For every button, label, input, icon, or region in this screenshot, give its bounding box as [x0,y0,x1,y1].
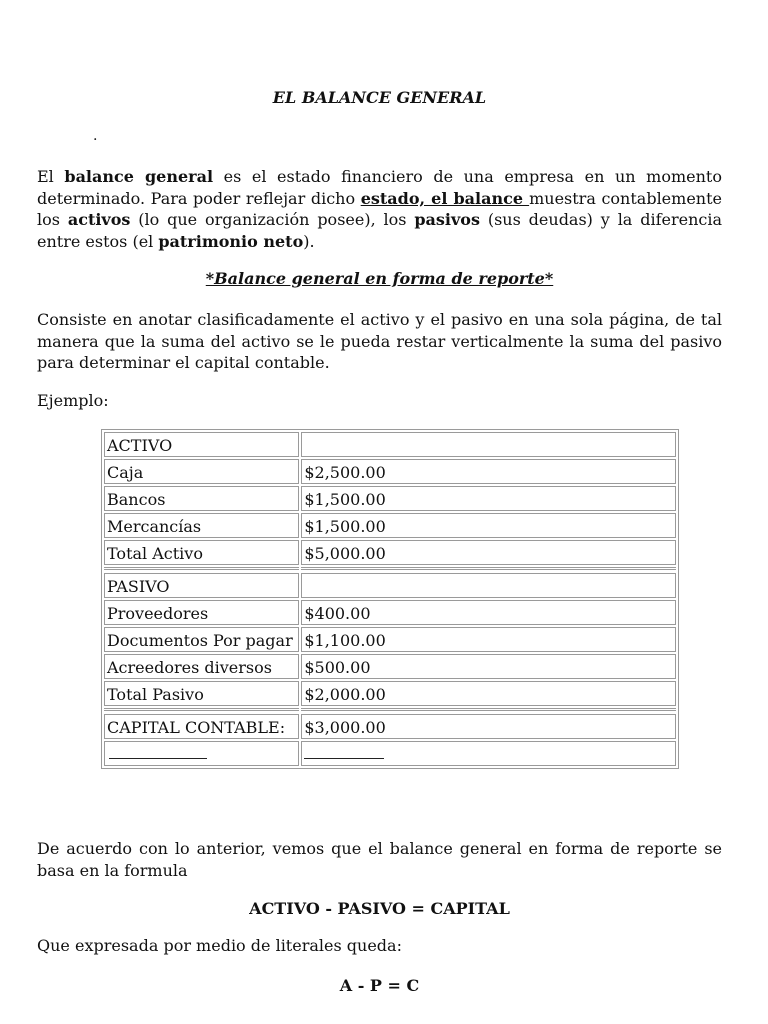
row-value: $1,500.00 [301,486,676,511]
row-value: $5,000.00 [301,540,676,565]
stray-mark: . [93,128,98,144]
table-row [103,680,677,707]
description-paragraph: Consiste en anotar clasificadamente el activo y el pasivo en una sola página, de tal manera que la suma del activo se le pueda restar verticalmente la suma del pasivo para determinar el capital contable. [37,310,722,372]
row-label: Bancos [104,486,299,511]
row-label: PASIVO [104,573,299,598]
row-label: ACTIVO [104,432,299,457]
intro-text-3: muestra contablemente los [37,188,722,229]
table-row [103,431,677,458]
table-row [103,626,677,653]
row-value: $1,100.00 [301,627,676,652]
row-value: $1,500.00 [301,513,676,538]
signature-line-right [301,741,676,766]
row-value: $2,000.00 [301,681,676,706]
intro-bold-balance-general: balance general [64,167,214,186]
row-value [301,573,676,598]
table-row [103,485,677,512]
table-row [103,713,677,740]
intro-text-1: El [37,167,65,186]
section-subtitle: *Balance general en forma de reporte* [205,269,554,288]
table-row [103,458,677,485]
intro-bold-patrimonio: patrimonio neto [158,231,304,251]
intro-paragraph [37,166,722,252]
signature-row [103,740,677,767]
row-value: $400.00 [301,600,676,625]
row-label: Acreedores diversos [104,654,299,679]
row-value: $2,500.00 [301,459,676,484]
formula-words: ACTIVO - PASIVO = CAPITAL [249,899,510,918]
row-label: Documentos Por pagar [104,627,299,652]
row-label: Total Activo [104,540,299,565]
capital-value: $3,000.00 [301,714,676,739]
intro-underlined-estado: estado, el balance [360,188,530,208]
capital-label: CAPITAL CONTABLE: [104,714,299,739]
table-row [103,512,677,539]
example-label: Ejemplo: [37,391,109,410]
row-label: Proveedores [104,600,299,625]
literal-intro: Que expresada por medio de literales queda: [37,936,402,955]
activo-section [103,431,677,566]
row-value: $500.00 [301,654,676,679]
intro-text-2: es el estado financiero de una empresa en un momento determinado. Para poder reflejar dicho [37,167,722,208]
formula-literals: A - P = C [339,976,420,995]
table-row [103,539,677,566]
intro-text-4: (lo que organización posee), los [130,210,415,229]
pasivo-section [103,572,677,707]
signature-line-left [104,741,299,766]
intro-bold-activos: activos [67,210,131,229]
table-row [103,653,677,680]
row-label: Caja [104,459,299,484]
balance-table [101,429,679,769]
intro-text-5: (sus deudas) y la diferencia entre estos (el [37,210,722,251]
table-row [103,572,677,599]
row-label: Total Pasivo [104,681,299,706]
intro-text-6: ). [303,231,315,251]
intro-bold-pasivos: pasivos [414,210,480,229]
document-title: EL BALANCE GENERAL [272,88,487,107]
row-value [301,432,676,457]
table-row [103,599,677,626]
conclusion-paragraph: De acuerdo con lo anterior, vemos que el balance general en forma de reporte se basa en la formula [37,839,722,880]
capital-section [103,713,677,767]
row-label: Mercancías [104,513,299,538]
